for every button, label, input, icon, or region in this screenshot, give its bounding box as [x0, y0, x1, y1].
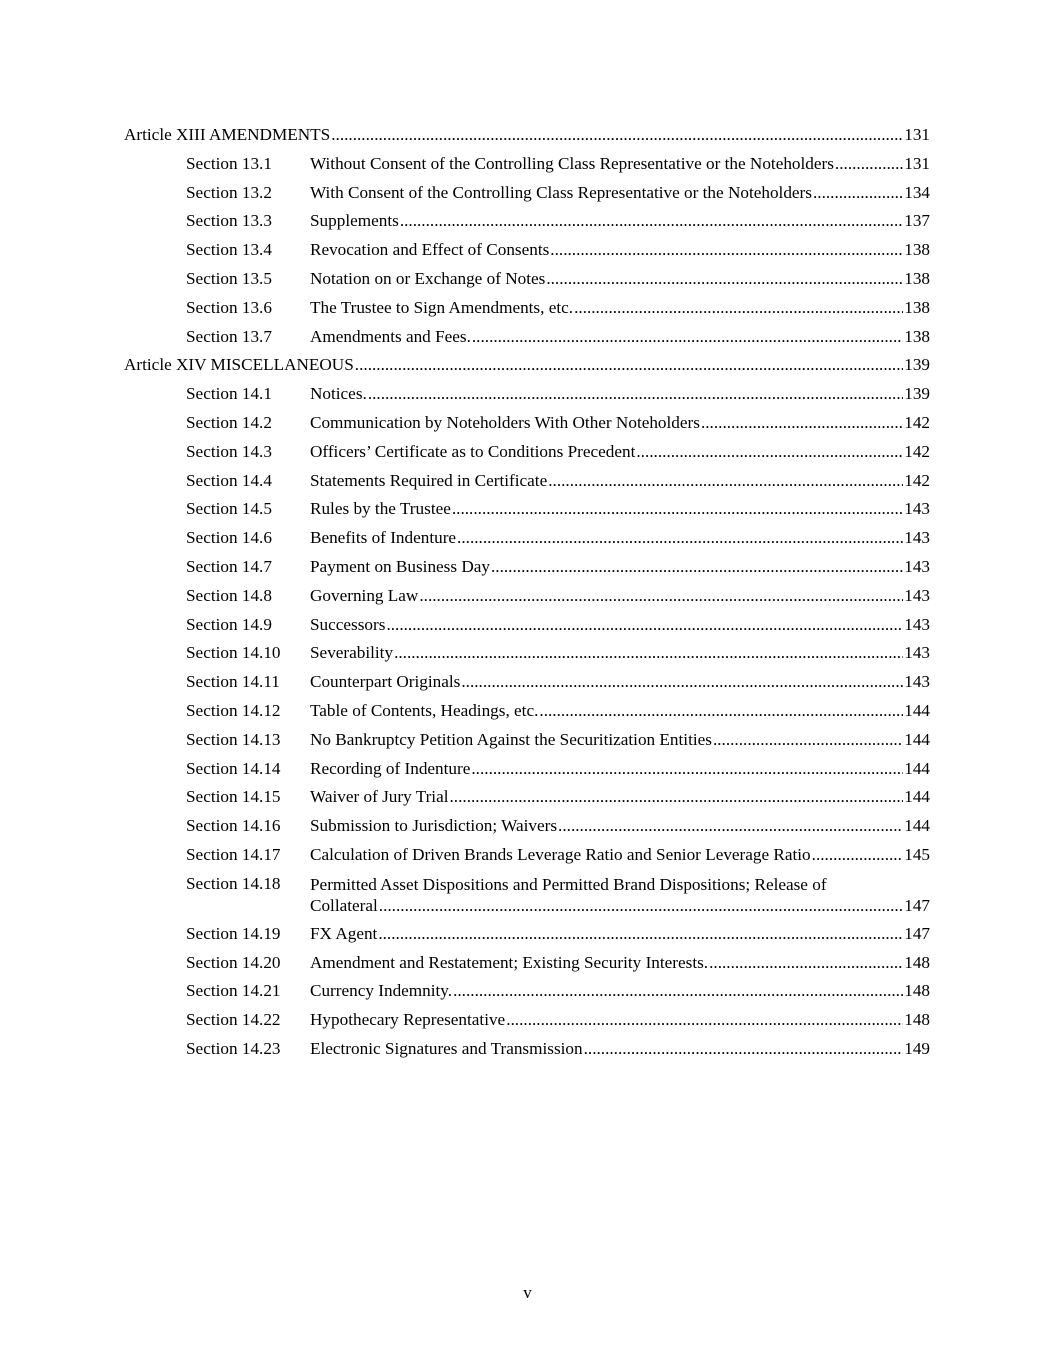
page-ref: 143 [904, 614, 930, 634]
section-title: Communication by Noteholders With Other Noteholders [310, 412, 700, 432]
section-title: Governing Law [310, 585, 419, 605]
section-number: Section 14.2 [186, 412, 272, 432]
section-number: Section 14.14 [186, 758, 281, 778]
section-number: Section 14.3 [186, 441, 272, 461]
toc-section-row[interactable] [124, 977, 930, 1006]
section-number: Section 14.20 [186, 952, 281, 972]
dot-leader [546, 265, 903, 294]
dot-leader [471, 755, 903, 784]
page-ref: 142 [904, 470, 930, 490]
toc-section-row[interactable] [124, 1035, 930, 1064]
page-ref: 143 [904, 499, 930, 519]
section-title: Without Consent of the Controlling Class Representative or the Noteholders [310, 153, 834, 173]
toc-section-row[interactable] [124, 323, 930, 352]
toc-section-row[interactable] [124, 639, 930, 668]
dot-leader [550, 236, 903, 265]
page-ref: 138 [904, 326, 930, 346]
section-number: Section 14.17 [186, 844, 281, 864]
toc-section-row[interactable] [124, 409, 930, 438]
dot-leader [331, 121, 903, 150]
dot-leader [835, 150, 903, 179]
section-number: Section 14.12 [186, 700, 281, 720]
toc-section-row[interactable] [124, 841, 930, 870]
toc-section-row[interactable] [124, 179, 930, 208]
dot-leader [379, 895, 903, 916]
toc-section-row[interactable] [124, 870, 930, 920]
section-number: Section 13.4 [186, 240, 272, 260]
section-number: Section 14.15 [186, 787, 281, 807]
toc-section-row[interactable] [124, 697, 930, 726]
section-title: Waiver of Jury Trial [310, 787, 449, 807]
page-ref: 144 [904, 700, 930, 720]
toc-section-row[interactable] [124, 438, 930, 467]
section-title: Benefits of Indenture [310, 528, 457, 548]
dot-leader [394, 639, 903, 668]
section-number: Section 13.5 [186, 268, 272, 288]
section-number: Section 13.7 [186, 326, 272, 346]
page-ref: 143 [904, 556, 930, 576]
section-title: With Consent of the Controlling Class Representative or the Noteholders [310, 182, 812, 202]
section-title: Submission to Jurisdiction; Waivers [310, 816, 558, 836]
page-ref: 131 [904, 153, 930, 173]
dot-leader [368, 380, 903, 409]
section-number: Section 14.10 [186, 643, 281, 663]
section-title: Notation on or Exchange of Notes [310, 268, 546, 288]
dot-leader [400, 207, 903, 236]
section-number: Section 14.21 [186, 981, 281, 1001]
section-number: Section 14.22 [186, 1010, 281, 1030]
section-title: Officers’ Certificate as to Conditions Precedent [310, 441, 636, 461]
dot-leader [453, 977, 903, 1006]
section-number: Section 14.19 [186, 923, 281, 943]
section-title: Amendment and Restatement; Existing Security Interests. [310, 952, 709, 972]
page-ref: 148 [904, 952, 930, 972]
toc-section-row[interactable] [124, 467, 930, 496]
toc-section-row[interactable] [124, 920, 930, 949]
dot-leader [491, 553, 903, 582]
section-title: Payment on Business Day [310, 556, 490, 576]
dot-leader [450, 783, 904, 812]
section-title: FX Agent [310, 923, 378, 943]
dot-leader [709, 949, 903, 978]
toc-section-row[interactable] [124, 949, 930, 978]
page-ref: 139 [904, 384, 930, 404]
dot-leader [558, 812, 903, 841]
dot-leader [713, 726, 903, 755]
toc-section-row[interactable] [124, 812, 930, 841]
section-title: Successors [310, 614, 386, 634]
page-number: v [523, 1283, 532, 1302]
dot-leader [584, 1035, 904, 1064]
toc-section-row[interactable] [124, 1006, 930, 1035]
section-number: Section 14.18 [186, 873, 281, 893]
dot-leader [472, 323, 903, 352]
page-ref: 139 [904, 355, 930, 375]
toc-section-row[interactable] [124, 380, 930, 409]
dot-leader [461, 668, 903, 697]
page-ref: 134 [904, 182, 930, 202]
section-number: Section 14.6 [186, 528, 272, 548]
section-title: Revocation and Effect of Consents [310, 240, 550, 260]
section-title: Currency Indemnity. [310, 981, 453, 1001]
page-ref: 144 [904, 758, 930, 778]
section-title: Severability [310, 643, 394, 663]
section-title: Table of Contents, Headings, etc. [310, 700, 539, 720]
dot-leader [636, 438, 903, 467]
toc-section-row[interactable] [124, 524, 930, 553]
section-number: Section 14.4 [186, 470, 272, 490]
section-title: Recording of Indenture [310, 758, 471, 778]
toc-article-row[interactable] [124, 121, 930, 150]
page-ref: 142 [904, 441, 930, 461]
page-ref: 131 [904, 125, 930, 144]
section-title-line2: Collateral [310, 895, 378, 915]
toc-section-row[interactable] [124, 265, 930, 294]
section-number: Section 14.5 [186, 499, 272, 519]
page-ref: 137 [904, 211, 930, 231]
page-ref: 142 [904, 412, 930, 432]
page-ref: 144 [904, 729, 930, 749]
section-title-line1: Permitted Asset Dispositions and Permitted Brand Dispositions; Release of [310, 874, 827, 894]
article-title: Article XIII AMENDMENTS [124, 125, 331, 144]
section-title: Electronic Signatures and Transmission [310, 1038, 583, 1058]
page-ref: 143 [904, 528, 930, 548]
dot-leader [574, 294, 903, 323]
toc-section-row[interactable] [124, 150, 930, 179]
section-title: Hypothecary Representative [310, 1010, 506, 1030]
dot-leader [539, 697, 903, 726]
page-ref: 144 [904, 787, 930, 807]
dot-leader [506, 1006, 903, 1035]
page-ref: 144 [904, 816, 930, 836]
page-ref: 143 [904, 643, 930, 663]
section-number: Section 14.16 [186, 816, 281, 836]
toc-section-row[interactable] [124, 611, 930, 640]
dot-leader [452, 495, 903, 524]
page-ref: 143 [904, 585, 930, 605]
dot-leader [813, 179, 903, 208]
page-ref: 149 [904, 1038, 930, 1058]
toc-section-row[interactable] [124, 553, 930, 582]
dot-leader [457, 524, 903, 553]
toc-article-row[interactable] [124, 351, 930, 380]
section-number: Section 14.8 [186, 585, 272, 605]
page-ref: 138 [904, 240, 930, 260]
dot-leader [419, 582, 903, 611]
dot-leader [701, 409, 903, 438]
toc-section-row[interactable] [124, 783, 930, 812]
section-title: The Trustee to Sign Amendments, etc. [310, 297, 574, 317]
page-ref: 138 [904, 297, 930, 317]
page-ref: 147 [904, 895, 930, 915]
section-number: Section 14.1 [186, 384, 272, 404]
dot-leader [386, 611, 903, 640]
section-number: Section 13.6 [186, 297, 272, 317]
section-title: Counterpart Originals [310, 672, 461, 692]
toc-section-row[interactable] [124, 495, 930, 524]
article-title: Article XIV MISCELLANEOUS [124, 355, 354, 375]
toc-section-row[interactable] [124, 755, 930, 784]
section-number: Section 13.3 [186, 211, 272, 231]
section-title: Amendments and Fees. [310, 326, 471, 346]
section-number: Section 13.1 [186, 153, 272, 173]
toc-section-row[interactable] [124, 668, 930, 697]
section-title: Calculation of Driven Brands Leverage Ratio and Senior Leverage Ratio [310, 844, 811, 864]
dot-leader [355, 351, 903, 380]
toc-section-row[interactable] [124, 207, 930, 236]
table-of-contents [124, 121, 930, 1064]
dot-leader [548, 467, 903, 496]
dot-leader [812, 841, 904, 870]
section-number: Section 14.13 [186, 729, 281, 749]
section-title: Supplements [310, 211, 399, 231]
section-number: Section 14.7 [186, 556, 272, 576]
page-ref: 138 [904, 268, 930, 288]
section-number: Section 14.9 [186, 614, 272, 634]
section-title: No Bankruptcy Petition Against the Securitization Entities [310, 729, 712, 749]
section-number: Section 13.2 [186, 182, 272, 202]
toc-section-row[interactable] [124, 294, 930, 323]
toc-section-row[interactable] [124, 726, 930, 755]
section-number: Section 14.23 [186, 1038, 281, 1058]
section-title: Notices. [310, 384, 367, 404]
toc-section-row[interactable] [124, 236, 930, 265]
dot-leader [378, 920, 903, 949]
section-number: Section 14.11 [186, 672, 280, 692]
toc-section-row[interactable] [124, 582, 930, 611]
section-title: Rules by the Trustee [310, 499, 451, 519]
page-ref: 145 [904, 844, 930, 864]
page-ref: 143 [904, 672, 930, 692]
page-ref: 148 [904, 981, 930, 1001]
page-ref: 147 [904, 923, 930, 943]
section-title: Statements Required in Certificate [310, 470, 548, 490]
page-ref: 148 [904, 1010, 930, 1030]
